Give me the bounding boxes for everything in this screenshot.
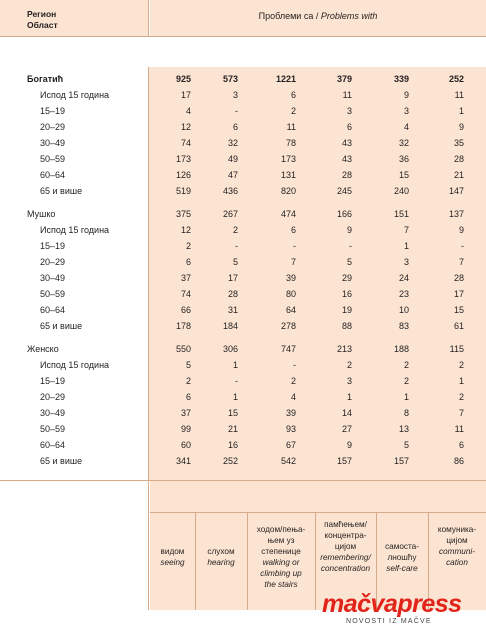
cell-value: 184 [222, 321, 238, 331]
cell-value: 12 [180, 122, 191, 132]
cell-value: 17 [453, 289, 464, 299]
cell-value: 252 [222, 456, 238, 466]
cell-value: 17 [180, 90, 191, 100]
problems-heading-en: Problems with [320, 11, 378, 21]
row-label: Мушко [27, 209, 56, 219]
section-total-row [0, 208, 486, 224]
cell-value: 15 [227, 408, 238, 418]
age-row [0, 89, 486, 105]
cell-value: 78 [285, 138, 296, 148]
cell-value: 3 [346, 106, 352, 116]
cell-value: 252 [448, 74, 464, 84]
cell-value: 5 [232, 257, 238, 267]
row-label: Испод 15 година [40, 225, 110, 235]
row-label: 30–49 [40, 138, 66, 148]
column-header-sr: самоста- лношћу [385, 542, 419, 562]
cell-value: 7 [403, 225, 409, 235]
cell-value: 126 [175, 170, 191, 180]
problems-heading-sr: Проблеми са / [258, 11, 321, 21]
cell-value: - [349, 241, 352, 251]
cell-value: 6 [290, 90, 296, 100]
age-row [0, 169, 486, 185]
age-row [0, 359, 486, 375]
cell-value: 49 [227, 154, 238, 164]
cell-value: 3 [403, 257, 409, 267]
cell-value: 2 [346, 360, 352, 370]
header-divider [148, 0, 149, 36]
cell-value: 375 [175, 209, 191, 219]
cell-value: 31 [227, 305, 238, 315]
cell-value: - [235, 241, 238, 251]
cell-value: 17 [227, 273, 238, 283]
cell-value: 1 [346, 392, 352, 402]
cell-value: 23 [398, 289, 409, 299]
cell-value: 9 [458, 225, 464, 235]
cell-value: 47 [227, 170, 238, 180]
age-row [0, 137, 486, 153]
cell-value: 15 [453, 305, 464, 315]
row-label: Женско [27, 344, 59, 354]
logo-tagline: NOVOSTI IZ MAČVE [346, 618, 432, 625]
age-row [0, 153, 486, 169]
column-header-sr: памћењем/ концентра- цијом [324, 520, 367, 551]
row-label: Испод 15 година [40, 90, 110, 100]
age-row [0, 439, 486, 455]
cell-value: 6 [290, 225, 296, 235]
age-row [0, 423, 486, 439]
cell-value: 166 [336, 209, 352, 219]
cell-value: - [293, 360, 296, 370]
cell-value: 39 [285, 273, 296, 283]
row-label: 65 и више [40, 321, 83, 331]
cell-value: 2 [232, 225, 238, 235]
cell-value: 14 [341, 408, 352, 418]
row-label: 15–19 [40, 106, 66, 116]
cell-value: 147 [448, 186, 464, 196]
table-bottom-rule [0, 480, 486, 481]
column-header-en: self-care [386, 564, 418, 573]
cell-value: 60 [180, 440, 191, 450]
cell-value: 3 [403, 106, 409, 116]
row-label: 30–49 [40, 408, 66, 418]
cell-value: - [293, 241, 296, 251]
column-header-en: seeing [160, 558, 185, 567]
cell-value: 2 [403, 360, 409, 370]
region-heading-sr: Регион [27, 9, 57, 19]
column-header [315, 519, 376, 574]
cell-value: 1 [458, 106, 464, 116]
row-label: 20–29 [40, 122, 66, 132]
age-row [0, 375, 486, 391]
cell-value: 43 [341, 154, 352, 164]
cell-value: 99 [180, 424, 191, 434]
cell-value: 74 [180, 138, 191, 148]
row-label: 50–59 [40, 289, 66, 299]
cell-value: 93 [285, 424, 296, 434]
cell-value: 6 [232, 122, 238, 132]
macvapress-logo [322, 590, 462, 625]
column-header [376, 541, 428, 574]
cell-value: 9 [403, 90, 409, 100]
cell-value: 28 [453, 154, 464, 164]
cell-value: 16 [227, 440, 238, 450]
row-label: 15–19 [40, 376, 66, 386]
row-label: 20–29 [40, 257, 66, 267]
column-header-en: hearing [207, 558, 235, 567]
cell-value: 157 [336, 456, 352, 466]
cell-value: 2 [185, 376, 191, 386]
cell-value: 74 [180, 289, 191, 299]
row-label: 30–49 [40, 273, 66, 283]
cell-value: 4 [403, 122, 409, 132]
cell-value: 36 [398, 154, 409, 164]
cell-value: 306 [222, 344, 238, 354]
age-row [0, 240, 486, 256]
cell-value: 137 [448, 209, 464, 219]
cell-value: 9 [458, 122, 464, 132]
cell-value: 6 [185, 392, 191, 402]
cell-value: 5 [403, 440, 409, 450]
column-header [150, 546, 195, 568]
column-header-en: communi- cation [439, 547, 475, 567]
cell-value: 86 [453, 456, 464, 466]
cell-value: 83 [398, 321, 409, 331]
cell-value: 9 [346, 440, 352, 450]
region-heading [27, 9, 58, 31]
age-row [0, 256, 486, 272]
section-total-row [0, 343, 486, 359]
cell-value: 1221 [275, 74, 296, 84]
age-row [0, 288, 486, 304]
column-header-sr: ходом/пења- њем уз степенице [256, 525, 306, 556]
column-header-en: remembering/ concentration [320, 553, 371, 573]
cell-value: 19 [341, 305, 352, 315]
cell-value: 67 [285, 440, 296, 450]
cell-value: 7 [458, 257, 464, 267]
cell-value: 28 [227, 289, 238, 299]
cell-value: 37 [180, 408, 191, 418]
cell-value: 27 [341, 424, 352, 434]
row-label: Испод 15 година [40, 360, 110, 370]
row-label: 50–59 [40, 424, 66, 434]
cell-value: 3 [232, 90, 238, 100]
cell-value: 379 [336, 74, 352, 84]
row-label: 60–64 [40, 170, 66, 180]
row-label: Богатић [27, 74, 64, 84]
cell-value: 173 [175, 154, 191, 164]
column-header-top-rule [150, 512, 486, 513]
cell-value: 9 [346, 225, 352, 235]
cell-value: 157 [393, 456, 409, 466]
age-row [0, 224, 486, 240]
cell-value: 1 [458, 376, 464, 386]
cell-value: 11 [286, 122, 296, 132]
column-header-sr: видом [160, 547, 185, 556]
cell-value: 213 [336, 344, 352, 354]
cell-value: 11 [454, 424, 464, 434]
cell-value: 2 [290, 106, 296, 116]
cell-value: 64 [285, 305, 296, 315]
cell-value: 29 [341, 273, 352, 283]
cell-value: 339 [393, 74, 409, 84]
age-row [0, 105, 486, 121]
cell-value: 2 [403, 376, 409, 386]
cell-value: 8 [403, 408, 409, 418]
age-row [0, 272, 486, 288]
cell-value: - [235, 376, 238, 386]
cell-value: 5 [346, 257, 352, 267]
cell-value: 519 [175, 186, 191, 196]
cell-value: 925 [175, 74, 191, 84]
cell-value: 88 [341, 321, 352, 331]
logo-text: mačvapress [322, 590, 462, 618]
cell-value: 7 [290, 257, 296, 267]
cell-value: 39 [285, 408, 296, 418]
cell-value: 151 [393, 209, 409, 219]
age-row [0, 407, 486, 423]
cell-value: 24 [398, 273, 409, 283]
cell-value: 278 [280, 321, 296, 331]
age-row [0, 320, 486, 336]
cell-value: 173 [280, 154, 296, 164]
cell-value: 28 [341, 170, 352, 180]
column-header-sr: комуника- цијом [437, 525, 477, 545]
cell-value: 4 [185, 106, 191, 116]
region-heading-en: Област [27, 20, 58, 30]
cell-value: 1 [232, 392, 238, 402]
cell-value: 550 [175, 344, 191, 354]
cell-value: 747 [280, 344, 296, 354]
cell-value: 2 [458, 360, 464, 370]
cell-value: 37 [180, 273, 191, 283]
age-row [0, 121, 486, 137]
cell-value: 66 [180, 305, 191, 315]
cell-value: 542 [280, 456, 296, 466]
cell-value: 21 [227, 424, 238, 434]
header-band-left [0, 0, 148, 36]
cell-value: 5 [185, 360, 191, 370]
cell-value: 188 [393, 344, 409, 354]
age-row [0, 391, 486, 407]
cell-value: 16 [341, 289, 352, 299]
problems-heading [150, 11, 486, 21]
cell-value: 6 [458, 440, 464, 450]
cell-value: - [461, 241, 464, 251]
column-header-sr: слухом [207, 547, 235, 556]
cell-value: 178 [175, 321, 191, 331]
cell-value: 13 [398, 424, 409, 434]
cell-value: 573 [222, 74, 238, 84]
cell-value: 10 [398, 305, 409, 315]
cell-value: 15 [398, 170, 409, 180]
cell-value: 21 [453, 170, 464, 180]
cell-value: 12 [180, 225, 191, 235]
cell-value: - [235, 106, 238, 116]
cell-value: 6 [346, 122, 352, 132]
column-header [428, 524, 486, 568]
row-label: 20–29 [40, 392, 66, 402]
cell-value: 61 [453, 321, 464, 331]
cell-value: 4 [290, 392, 296, 402]
cell-value: 1 [403, 241, 409, 251]
age-row [0, 304, 486, 320]
cell-value: 240 [393, 186, 409, 196]
age-row [0, 455, 486, 471]
row-label: 15–19 [40, 241, 66, 251]
header-bottom-rule [0, 36, 486, 37]
column-header [247, 524, 315, 590]
cell-value: 7 [458, 408, 464, 418]
cell-value: 267 [222, 209, 238, 219]
row-label: 65 и више [40, 456, 83, 466]
row-label: 60–64 [40, 440, 66, 450]
cell-value: 3 [346, 376, 352, 386]
cell-value: 6 [185, 257, 191, 267]
cell-value: 115 [449, 344, 464, 354]
cell-value: 131 [280, 170, 296, 180]
cell-value: 11 [454, 90, 464, 100]
cell-value: 2 [185, 241, 191, 251]
cell-value: 1 [403, 392, 409, 402]
cell-value: 474 [280, 209, 296, 219]
cell-value: 436 [222, 186, 238, 196]
cell-value: 2 [458, 392, 464, 402]
cell-value: 11 [342, 90, 352, 100]
cell-value: 1 [232, 360, 238, 370]
row-label: 65 и више [40, 186, 83, 196]
cell-value: 80 [285, 289, 296, 299]
cell-value: 32 [398, 138, 409, 148]
cell-value: 32 [227, 138, 238, 148]
cell-value: 35 [453, 138, 464, 148]
age-row [0, 185, 486, 201]
row-label: 50–59 [40, 154, 66, 164]
column-header [195, 546, 247, 568]
cell-value: 2 [290, 376, 296, 386]
cell-value: 341 [175, 456, 191, 466]
row-label: 60–64 [40, 305, 66, 315]
cell-value: 820 [280, 186, 296, 196]
cell-value: 43 [341, 138, 352, 148]
section-total-row [0, 73, 486, 89]
cell-value: 28 [453, 273, 464, 283]
column-header-en: walking or climbing up the stairs [260, 558, 302, 589]
cell-value: 245 [336, 186, 352, 196]
